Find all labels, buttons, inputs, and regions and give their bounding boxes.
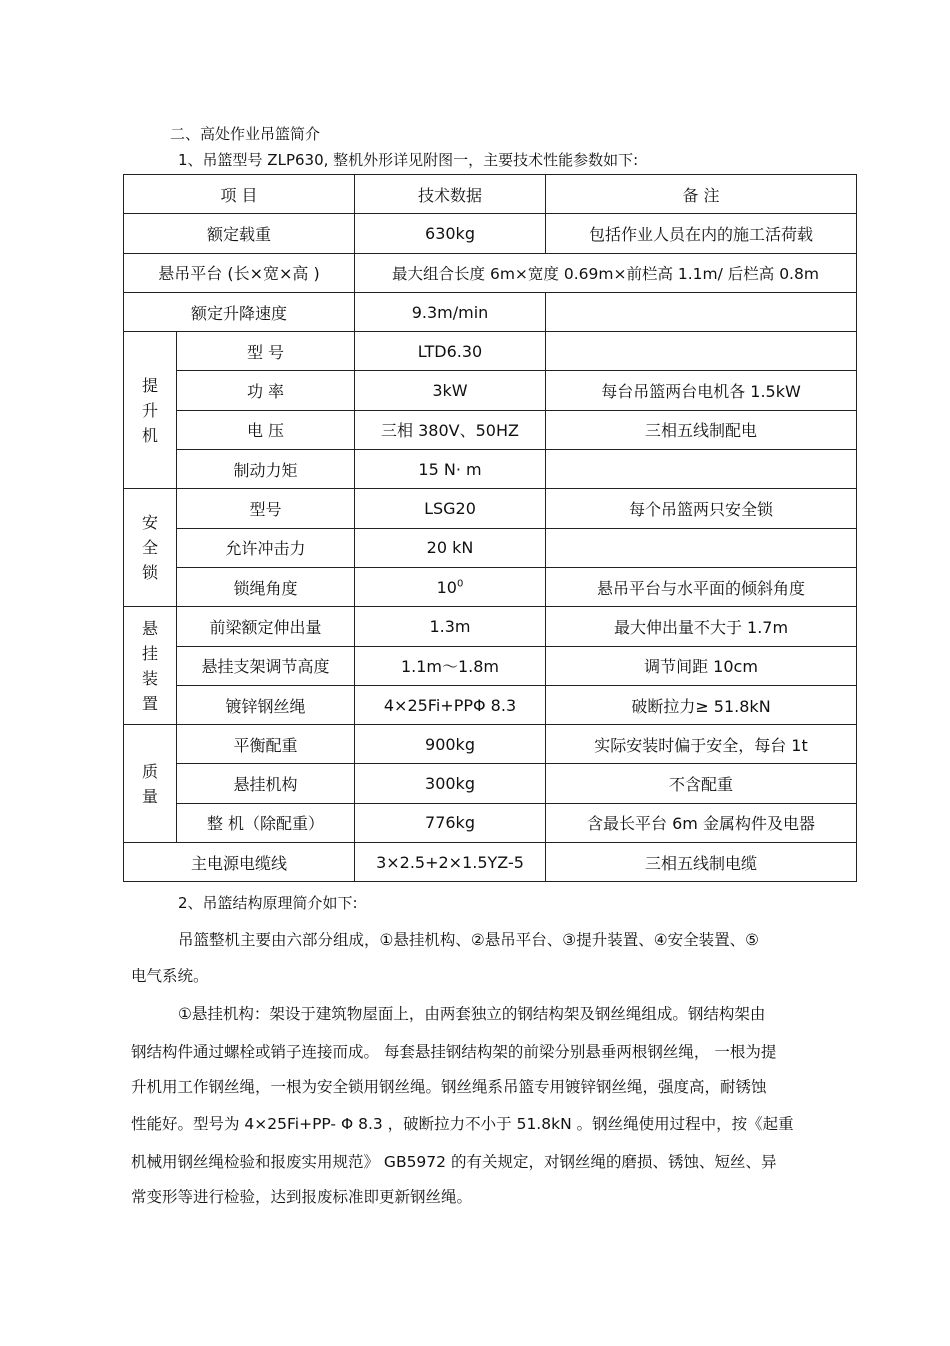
row-remark: 不含配重 bbox=[546, 764, 857, 803]
row-remark bbox=[546, 528, 857, 567]
row-value: 最大组合长度 6m×宽度 0.69m×前栏高 1.1m/ 后栏高 0.8m bbox=[355, 253, 857, 292]
spec-table bbox=[123, 174, 857, 882]
row-remark: 每个吊篮两只安全锁 bbox=[546, 489, 857, 528]
row-remark: 包括作业人员在内的施工活荷载 bbox=[546, 214, 857, 253]
row-remark bbox=[546, 332, 857, 371]
table-row bbox=[124, 528, 857, 567]
row-label: 主电源电缆线 bbox=[124, 843, 355, 882]
table-row bbox=[124, 292, 857, 331]
group-suspension bbox=[124, 607, 177, 725]
header-tech: 技术数据 bbox=[355, 175, 546, 214]
row-label: 前梁额定伸出量 bbox=[177, 607, 355, 646]
row-label: 功 率 bbox=[177, 371, 355, 410]
table-row bbox=[124, 764, 857, 803]
paragraph-line: 机械用钢丝绳检验和报废实用规范》 GB5972 的有关规定，对钢丝绳的磨损、锈蚀、短丝、异 bbox=[131, 1153, 777, 1171]
table-row bbox=[124, 607, 857, 646]
row-label: 整 机（除配重） bbox=[177, 803, 355, 842]
row-remark: 最大伸出量不大于 1.7m bbox=[546, 607, 857, 646]
row-label: 电 压 bbox=[177, 410, 355, 449]
row-value: 300kg bbox=[355, 764, 546, 803]
group-label: 安全锁 bbox=[141, 513, 158, 583]
paragraph-line: 升机用工作钢丝绳，一根为安全锁用钢丝绳。钢丝绳系吊篮专用镀锌钢丝绳，强度高，耐锈蚀 bbox=[131, 1078, 767, 1096]
row-remark: 破断拉力≥ 51.8kN bbox=[546, 685, 857, 724]
header-remark: 备 注 bbox=[546, 175, 857, 214]
table-row bbox=[124, 567, 857, 606]
intro-text: 1、吊篮型号 ZLP630, 整机外形详见附图一，主要技术性能参数如下: bbox=[178, 151, 639, 169]
paragraph-line: 常变形等进行检验，达到报废标准即更新钢丝绳。 bbox=[131, 1188, 473, 1206]
table-row bbox=[124, 489, 857, 528]
paragraph-line: 吊篮整机主要由六部分组成，①悬挂机构、②悬吊平台、③提升装置、④安全装置、⑤ bbox=[178, 931, 759, 949]
table-row bbox=[124, 410, 857, 449]
row-label: 制动力矩 bbox=[177, 450, 355, 489]
paragraph-line: ①悬挂机构：架设于建筑物屋面上，由两套独立的钢结构架及钢丝绳组成。钢结构架由 bbox=[178, 1005, 766, 1023]
row-remark: 悬吊平台与水平面的倾斜角度 bbox=[546, 567, 857, 606]
row-label: 平衡配重 bbox=[177, 725, 355, 764]
row-remark: 每台吊篮两台电机各 1.5kW bbox=[546, 371, 857, 410]
row-remark bbox=[546, 292, 857, 331]
row-value: 1.1m～1.8m bbox=[355, 646, 546, 685]
row-label: 悬吊平台 (长×宽×高 ) bbox=[124, 253, 355, 292]
structure-title: 2、吊篮结构原理简介如下: bbox=[178, 894, 358, 912]
row-label: 悬挂支架调节高度 bbox=[177, 646, 355, 685]
row-label: 型号 bbox=[177, 489, 355, 528]
row-label: 悬挂机构 bbox=[177, 764, 355, 803]
table-row bbox=[124, 371, 857, 410]
group-hoist bbox=[124, 332, 177, 489]
table-row bbox=[124, 214, 857, 253]
row-value: 9.3m/min bbox=[355, 292, 546, 331]
group-mass bbox=[124, 725, 177, 843]
row-label: 锁绳角度 bbox=[177, 567, 355, 606]
table-row bbox=[124, 685, 857, 724]
row-remark: 实际安装时偏于安全，每台 1t bbox=[546, 725, 857, 764]
section-title: 二、高处作业吊篮简介 bbox=[170, 125, 321, 143]
header-item: 项 目 bbox=[124, 175, 355, 214]
angle-superscript: 0 bbox=[456, 578, 464, 590]
row-remark bbox=[546, 450, 857, 489]
paragraph-line: 钢结构件通过螺栓或销子连接而成。 每套悬挂钢结构架的前梁分别悬垂两根钢丝绳， 一根为提 bbox=[131, 1043, 777, 1061]
table-row bbox=[124, 450, 857, 489]
row-value: 4×25Fi+PPΦ 8.3 bbox=[355, 685, 546, 724]
row-value: 20 kN bbox=[355, 528, 546, 567]
table-header-row bbox=[124, 175, 857, 214]
row-label: 型 号 bbox=[177, 332, 355, 371]
group-lock bbox=[124, 489, 177, 607]
table-row bbox=[124, 646, 857, 685]
row-remark: 三相五线制电缆 bbox=[546, 843, 857, 882]
table-row bbox=[124, 803, 857, 842]
row-remark: 三相五线制配电 bbox=[546, 410, 857, 449]
table-row bbox=[124, 253, 857, 292]
group-label: 质量 bbox=[141, 761, 158, 806]
row-value: LSG20 bbox=[355, 489, 546, 528]
row-value bbox=[355, 567, 546, 606]
row-value: 3×2.5+2×1.5YZ-5 bbox=[355, 843, 546, 882]
row-value: 776kg bbox=[355, 803, 546, 842]
row-remark: 含最长平台 6m 金属构件及电器 bbox=[546, 803, 857, 842]
row-value: 1.3m bbox=[355, 607, 546, 646]
table-row bbox=[124, 725, 857, 764]
row-label: 允许冲击力 bbox=[177, 528, 355, 567]
row-value: 3kW bbox=[355, 371, 546, 410]
angle-value: 10 bbox=[436, 577, 457, 597]
row-value: 三相 380V、50HZ bbox=[355, 410, 546, 449]
row-value: 15 N· m bbox=[355, 450, 546, 489]
row-label: 额定载重 bbox=[124, 214, 355, 253]
paragraph-line: 电气系统。 bbox=[131, 967, 209, 985]
row-label: 额定升降速度 bbox=[124, 292, 355, 331]
row-value: 630kg bbox=[355, 214, 546, 253]
row-value: LTD6.30 bbox=[355, 332, 546, 371]
row-remark: 调节间距 10cm bbox=[546, 646, 857, 685]
paragraph-line: 性能好。型号为 4×25Fi+PP- Φ 8.3 ，破断拉力不小于 51.8kN 。钢丝绳使用过程中，按《起重 bbox=[131, 1115, 794, 1133]
group-label: 提升机 bbox=[141, 375, 158, 445]
row-value: 900kg bbox=[355, 725, 546, 764]
group-label: 悬挂装置 bbox=[141, 618, 158, 713]
table-row bbox=[124, 843, 857, 882]
row-label: 镀锌钢丝绳 bbox=[177, 685, 355, 724]
table-row bbox=[124, 332, 857, 371]
